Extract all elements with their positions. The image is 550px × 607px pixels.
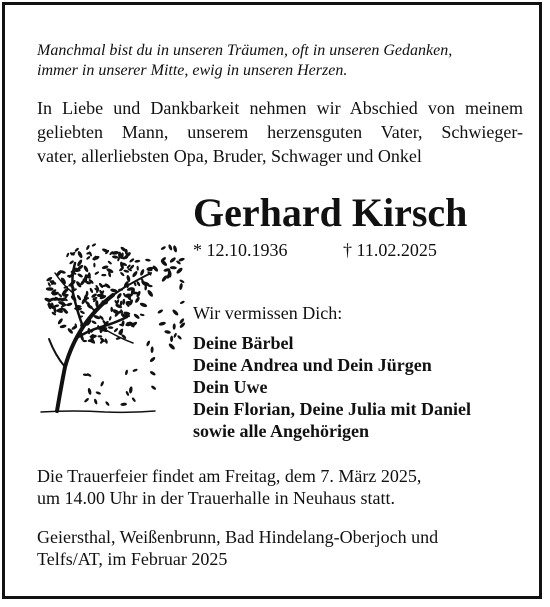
mourner-line: Dein Florian, Deine Julia mit Daniel [193, 399, 471, 419]
mourner-line: Deine Bärbel [193, 333, 294, 353]
mourners-heading: Wir vermissen Dich: [193, 303, 343, 323]
ceremony-info [37, 465, 421, 509]
life-dates [193, 239, 437, 261]
mourner-line: sowie alle Angehörigen [193, 421, 369, 441]
farewell-text [37, 96, 523, 168]
windblown-tree-icon [35, 227, 185, 415]
birth-date: * 12.10.1936 [193, 240, 288, 260]
farewell-line-3: vater, allerliebsten Opa, Bruder, Schwager und Onkel [37, 146, 422, 166]
place-line-2: Telfs/AT, im Februar 2025 [37, 549, 228, 569]
quote-line-1: Manchmal bist du in unseren Träumen, oft in unseren Gedanken, [37, 42, 453, 59]
place-line-1: Geiersthal, Weißenbrunn, Bad Hindelang-Oberjoch und [37, 527, 439, 547]
farewell-line-2: geliebten Mann, unserem herzensguten Vater, Schwieger- [37, 122, 523, 142]
obituary-notice [2, 2, 542, 599]
memorial-quote [37, 41, 527, 81]
ceremony-line-2: um 14.00 Uhr in der Trauerhalle in Neuhaus statt. [37, 488, 395, 508]
place-and-date [37, 526, 438, 570]
ceremony-line-1: Die Trauerfeier findet am Freitag, dem 7. März 2025, [37, 466, 422, 486]
deceased-name: Gerhard Kirsch [193, 190, 468, 235]
mourner-line: Deine Andrea und Dein Jürgen [193, 355, 432, 375]
farewell-line-1: In Liebe und Dankbarkeit nehmen wir Abschied von meinem [37, 98, 523, 118]
quote-line-2: immer in unserer Mitte, ewig in unseren Herzen. [37, 62, 348, 79]
mourners-list [193, 332, 471, 442]
death-date: † 11.02.2025 [343, 240, 437, 260]
mourner-line: Dein Uwe [193, 377, 268, 397]
